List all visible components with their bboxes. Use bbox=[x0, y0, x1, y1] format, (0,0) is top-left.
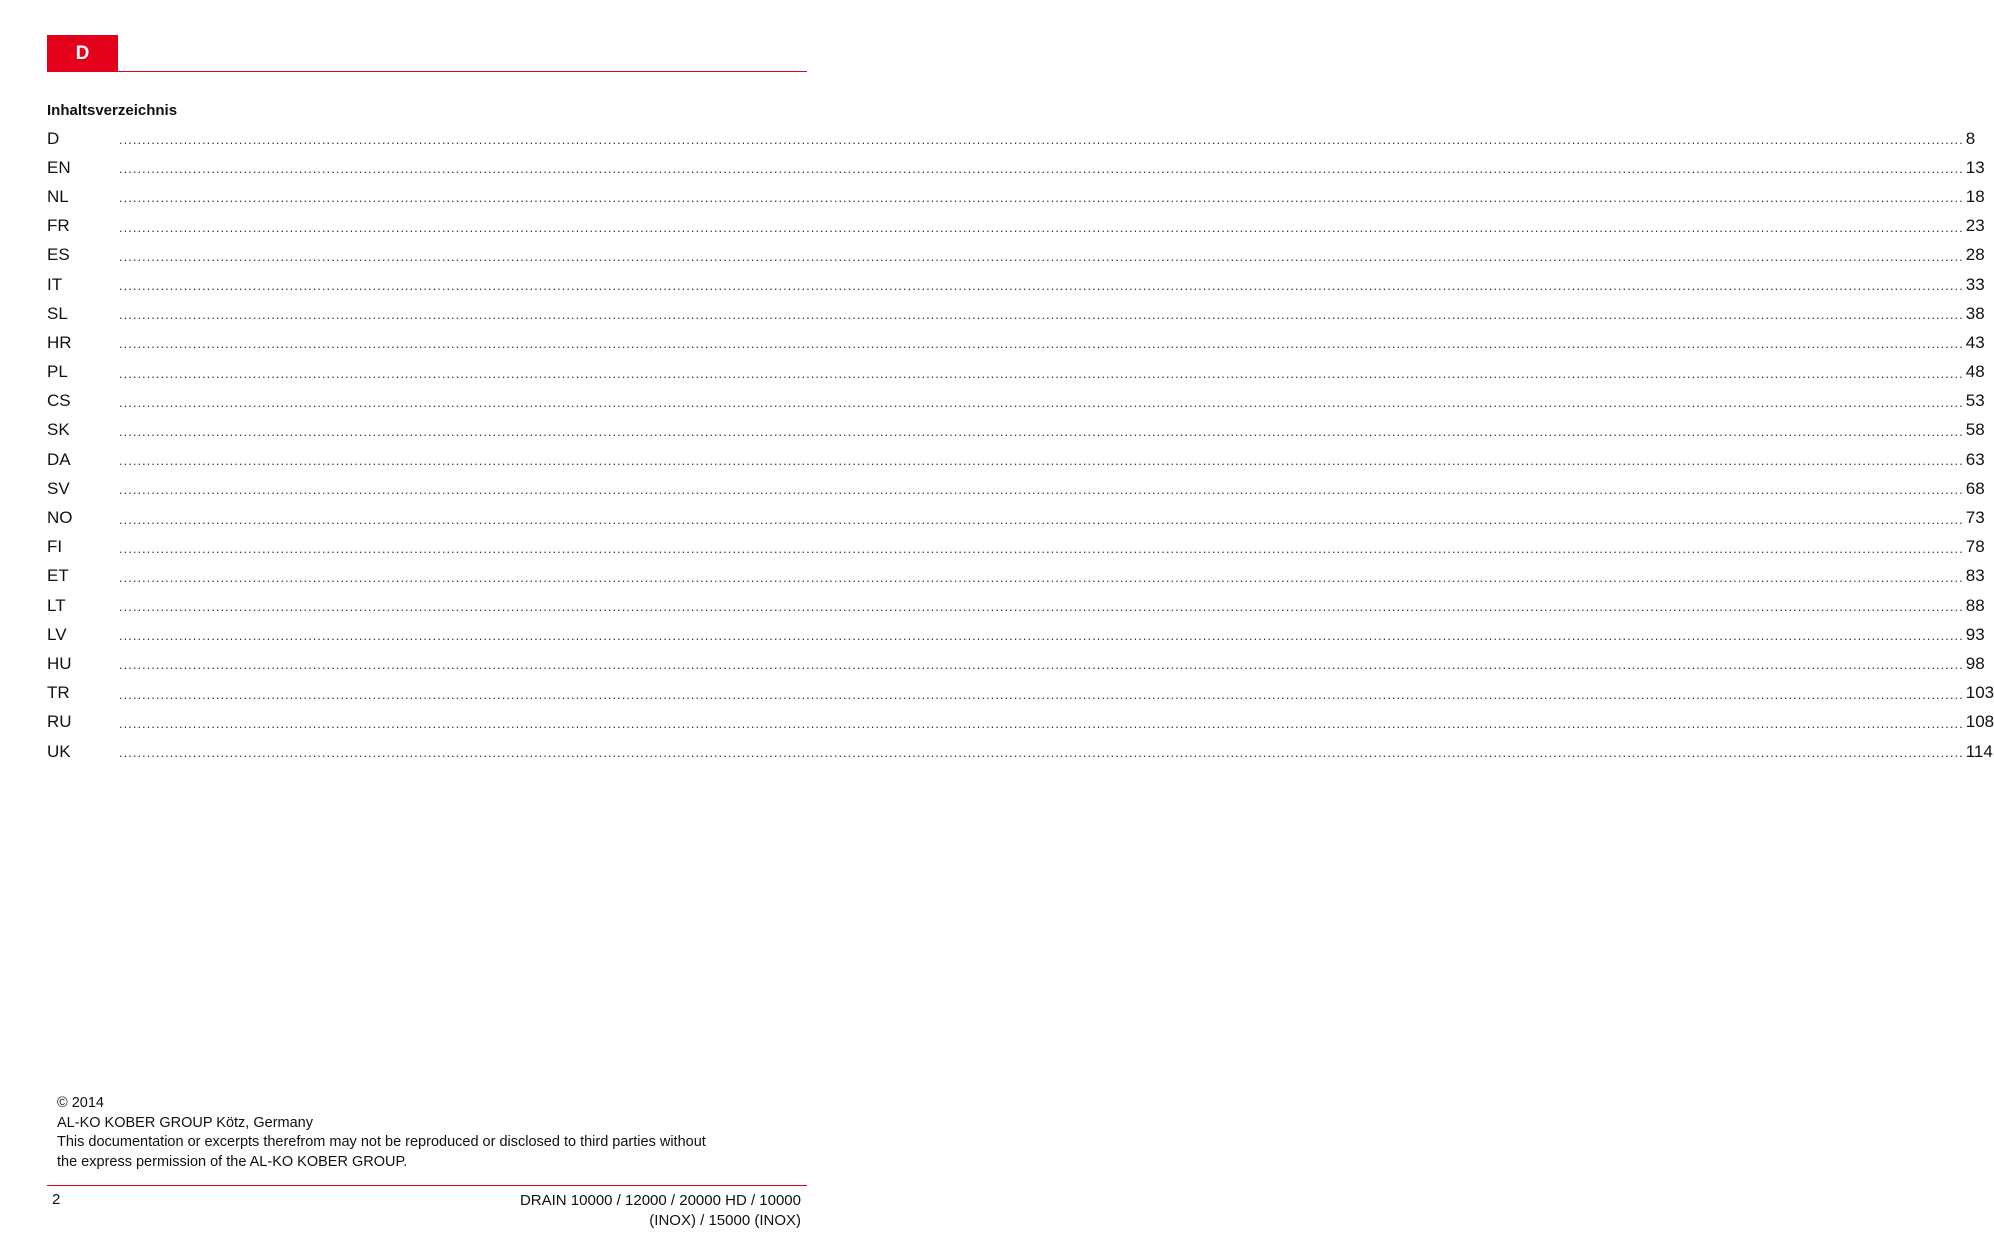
toc-entry-sk[interactable] bbox=[47, 416, 1985, 445]
toc-language-code: SL bbox=[47, 303, 68, 323]
toc-leader-dots: ................................................................................................................................................................................................................................................................................................................................................................................................................ bbox=[119, 423, 1964, 439]
copyright-company: AL-KO KOBER GROUP Kötz, Germany bbox=[57, 1114, 313, 1131]
toc-page-number: 8 bbox=[1965, 128, 1976, 148]
toc-leader-dots: ................................................................................................................................................................................................................................................................................................................................................................................................................ bbox=[119, 511, 1964, 527]
copyright-block bbox=[57, 1094, 817, 1172]
toc-page-number: 93 bbox=[1965, 624, 1985, 644]
toc-entry-nl[interactable] bbox=[47, 182, 1985, 211]
toc-page-number: 98 bbox=[1965, 653, 1985, 673]
toc-language-code: D bbox=[47, 128, 60, 148]
toc-language-code: ET bbox=[47, 566, 69, 586]
toc-leader-dots: ................................................................................................................................................................................................................................................................................................................................................................................................................ bbox=[119, 307, 1964, 323]
toc-language-code: SK bbox=[47, 420, 70, 440]
toc-leader-dots: ................................................................................................................................................................................................................................................................................................................................................................................................................ bbox=[119, 336, 1964, 352]
toc-entry-hu[interactable] bbox=[47, 649, 1985, 678]
toc-page-number: 73 bbox=[1965, 508, 1985, 528]
toc-language-code: RU bbox=[47, 712, 72, 732]
toc-leader-dots: ................................................................................................................................................................................................................................................................................................................................................................................................................ bbox=[119, 745, 1964, 761]
toc-leader-dots: ................................................................................................................................................................................................................................................................................................................................................................................................................ bbox=[119, 599, 1964, 615]
toc-page-number: 13 bbox=[1965, 157, 1985, 177]
toc-leader-dots: ................................................................................................................................................................................................................................................................................................................................................................................................................ bbox=[119, 132, 1964, 148]
toc-language-code: TR bbox=[47, 683, 70, 703]
toc-leader-dots: ................................................................................................................................................................................................................................................................................................................................................................................................................ bbox=[119, 628, 1964, 644]
toc-entry-et[interactable] bbox=[47, 562, 1985, 591]
toc-language-code: CS bbox=[47, 391, 71, 411]
toc-page-number: 63 bbox=[1965, 449, 1985, 469]
footer-model-line-2: (INOX) / 15000 (INOX) bbox=[649, 1212, 801, 1229]
toc-language-code: LT bbox=[47, 595, 66, 615]
footer-rule bbox=[47, 1185, 807, 1186]
toc-page-number: 38 bbox=[1965, 303, 1985, 323]
toc-leader-dots: ................................................................................................................................................................................................................................................................................................................................................................................................................ bbox=[119, 161, 1964, 177]
toc-entry-uk[interactable] bbox=[47, 737, 1993, 766]
toc-language-code: PL bbox=[47, 362, 68, 382]
toc-entry-sl[interactable] bbox=[47, 299, 1985, 328]
toc-language-code: HU bbox=[47, 653, 72, 673]
toc-entry-hr[interactable] bbox=[47, 328, 1985, 357]
toc-heading: Inhaltsverzeichnis bbox=[47, 102, 178, 119]
toc-entry-sv[interactable] bbox=[47, 474, 1985, 503]
toc-page-number: 53 bbox=[1965, 391, 1985, 411]
toc-language-code: ES bbox=[47, 245, 70, 265]
table-of-contents bbox=[47, 124, 1994, 766]
toc-page-number: 58 bbox=[1965, 420, 1985, 440]
toc-leader-dots: ................................................................................................................................................................................................................................................................................................................................................................................................................ bbox=[119, 540, 1964, 556]
toc-language-code: IT bbox=[47, 274, 63, 294]
toc-page-number: 18 bbox=[1965, 186, 1985, 206]
toc-entry-pl[interactable] bbox=[47, 358, 1985, 387]
toc-language-code: NO bbox=[47, 508, 73, 528]
toc-leader-dots: ................................................................................................................................................................................................................................................................................................................................................................................................................ bbox=[119, 482, 1964, 498]
toc-page-number: 78 bbox=[1965, 537, 1985, 557]
toc-page-number: 28 bbox=[1965, 245, 1985, 265]
toc-leader-dots: ................................................................................................................................................................................................................................................................................................................................................................................................................ bbox=[119, 394, 1964, 410]
header-rule bbox=[118, 71, 807, 72]
toc-leader-dots: ................................................................................................................................................................................................................................................................................................................................................................................................................ bbox=[119, 686, 1964, 702]
toc-leader-dots: ................................................................................................................................................................................................................................................................................................................................................................................................................ bbox=[119, 365, 1964, 381]
toc-language-code: FR bbox=[47, 216, 70, 236]
footer-model-line-1: DRAIN 10000 / 12000 / 20000 HD / 10000 bbox=[519, 1192, 801, 1209]
toc-leader-dots: ................................................................................................................................................................................................................................................................................................................................................................................................................ bbox=[119, 569, 1964, 585]
toc-entry-lt[interactable] bbox=[47, 591, 1985, 620]
toc-entry-it[interactable] bbox=[47, 270, 1985, 299]
toc-entry-ru[interactable] bbox=[47, 708, 1994, 737]
toc-leader-dots: ................................................................................................................................................................................................................................................................................................................................................................................................................ bbox=[119, 453, 1964, 469]
toc-entry-en[interactable] bbox=[47, 153, 1985, 182]
toc-entry-d[interactable] bbox=[47, 124, 1976, 153]
toc-page-number: 23 bbox=[1965, 216, 1985, 236]
toc-page-number: 114 bbox=[1965, 741, 1993, 761]
toc-page-number: 108 bbox=[1965, 712, 1994, 732]
toc-entry-fi[interactable] bbox=[47, 533, 1985, 562]
toc-page-number: 43 bbox=[1965, 332, 1985, 352]
toc-leader-dots: ................................................................................................................................................................................................................................................................................................................................................................................................................ bbox=[119, 657, 1964, 673]
copyright-notice-line-2: the express permission of the AL-KO KOBER GROUP. bbox=[57, 1153, 408, 1170]
toc-page-number: 48 bbox=[1965, 362, 1985, 382]
language-tab: D bbox=[47, 35, 118, 72]
toc-entry-lv[interactable] bbox=[47, 620, 1985, 649]
toc-leader-dots: ................................................................................................................................................................................................................................................................................................................................................................................................................ bbox=[119, 190, 1964, 206]
toc-language-code: FI bbox=[47, 537, 63, 557]
toc-language-code: EN bbox=[47, 157, 71, 177]
toc-language-code: LV bbox=[47, 624, 67, 644]
toc-page-number: 88 bbox=[1965, 595, 1985, 615]
toc-entry-cs[interactable] bbox=[47, 387, 1985, 416]
toc-page-number: 68 bbox=[1965, 478, 1985, 498]
toc-leader-dots: ................................................................................................................................................................................................................................................................................................................................................................................................................ bbox=[119, 715, 1964, 731]
copyright-year: © 2014 bbox=[57, 1095, 104, 1111]
toc-entry-no[interactable] bbox=[47, 503, 1985, 532]
footer-model-name bbox=[461, 1191, 801, 1231]
toc-page-number: 83 bbox=[1965, 566, 1985, 586]
toc-entry-es[interactable] bbox=[47, 241, 1985, 270]
toc-page-number: 33 bbox=[1965, 274, 1985, 294]
toc-entry-da[interactable] bbox=[47, 445, 1985, 474]
toc-entry-tr[interactable] bbox=[47, 679, 1994, 708]
toc-leader-dots: ................................................................................................................................................................................................................................................................................................................................................................................................................ bbox=[119, 248, 1964, 264]
toc-leader-dots: ................................................................................................................................................................................................................................................................................................................................................................................................................ bbox=[119, 278, 1964, 294]
toc-leader-dots: ................................................................................................................................................................................................................................................................................................................................................................................................................ bbox=[119, 219, 1964, 235]
toc-language-code: UK bbox=[47, 741, 71, 761]
toc-language-code: SV bbox=[47, 478, 70, 498]
toc-language-code: HR bbox=[47, 332, 72, 352]
toc-language-code: DA bbox=[47, 449, 71, 469]
page-number: 2 bbox=[52, 1191, 61, 1208]
toc-page-number: 103 bbox=[1965, 683, 1994, 703]
toc-language-code: NL bbox=[47, 186, 69, 206]
copyright-notice-line-1: This documentation or excerpts therefrom may not be reproduced or disclosed to third parties without bbox=[57, 1134, 706, 1150]
toc-entry-fr[interactable] bbox=[47, 212, 1985, 241]
